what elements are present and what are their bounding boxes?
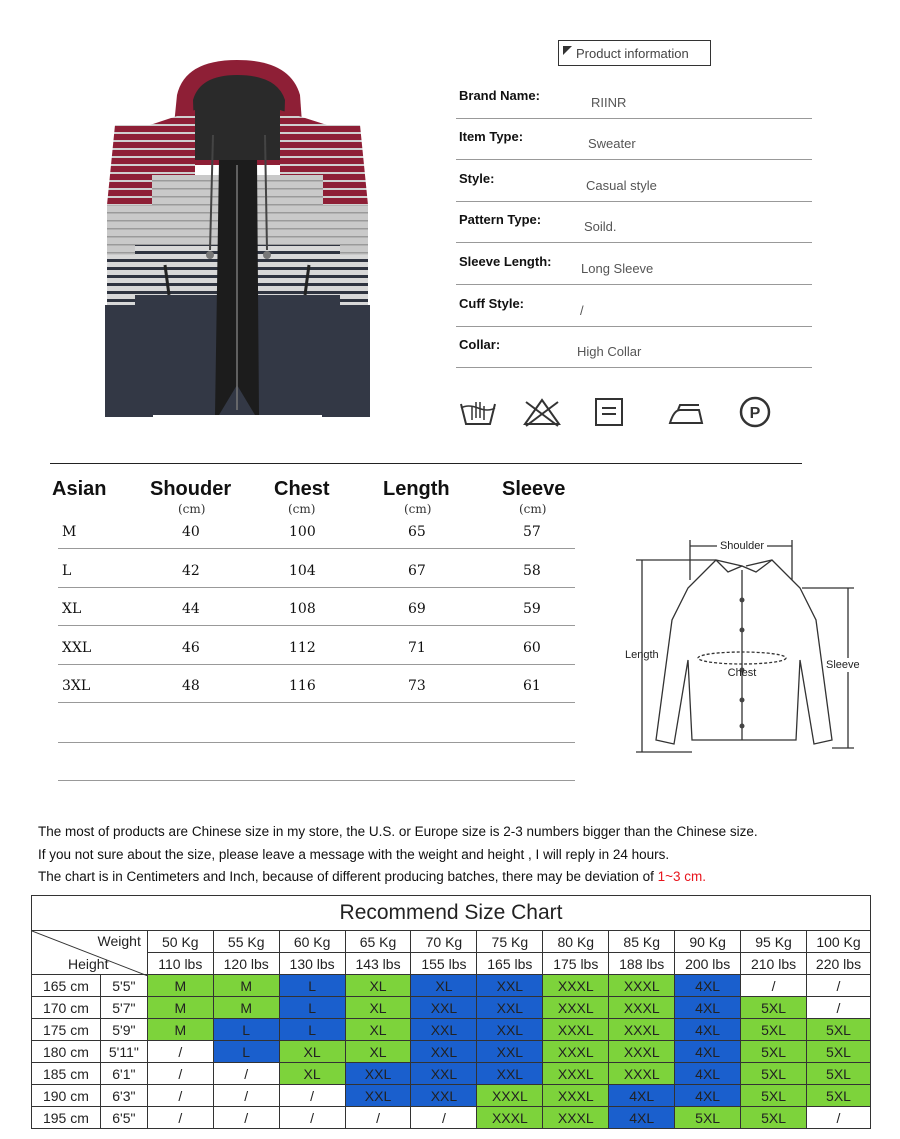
recommended-size-cell: XXL — [477, 975, 543, 997]
height-cm: 170 cm — [32, 997, 101, 1019]
recommended-size-cell: XL — [345, 975, 411, 997]
recommended-size-cell: 5XL — [741, 1063, 807, 1085]
weight-height-header — [32, 931, 148, 975]
recommended-size-cell: 4XL — [675, 1019, 741, 1041]
recommended-size-cell: M — [213, 997, 279, 1019]
measurement-value: 65 — [408, 524, 426, 540]
unit-label: (cm) — [178, 502, 206, 516]
dry-flat-icon — [590, 396, 630, 428]
height-cm: 195 cm — [32, 1107, 101, 1129]
corner-triangle-icon — [563, 46, 572, 55]
recommended-size-cell: XXXL — [609, 975, 675, 997]
height-cm: 180 cm — [32, 1041, 101, 1063]
recommended-size-cell: / — [147, 1041, 213, 1063]
recommended-size-cell: XL — [279, 1063, 345, 1085]
info-key: Sleeve Length: — [459, 254, 552, 269]
recommended-size-cell: XL — [345, 1041, 411, 1063]
measurement-value: 59 — [523, 601, 541, 617]
weight-kg-header: 60 Kg — [279, 931, 345, 953]
product-information-header — [558, 40, 711, 66]
recommended-size-cell: XXL — [477, 997, 543, 1019]
svg-text:P: P — [749, 405, 761, 422]
info-key: Style: — [459, 171, 495, 186]
weight-lbs-header: 165 lbs — [477, 953, 543, 975]
height-ft: 6'5" — [100, 1107, 147, 1129]
info-row-style — [456, 161, 812, 202]
height-ft: 5'7" — [100, 997, 147, 1019]
weight-lbs-header: 175 lbs — [543, 953, 609, 975]
measurement-value: 112 — [289, 639, 316, 656]
recommended-size-cell: 5XL — [741, 1085, 807, 1107]
measurement-value: 48 — [182, 678, 200, 694]
measurement-row — [58, 627, 575, 665]
measurement-value: 116 — [289, 678, 316, 694]
measurement-row — [58, 665, 575, 703]
recommended-size-cell: M — [147, 1019, 213, 1041]
recommended-size-cell: 4XL — [609, 1107, 675, 1129]
info-key: Collar: — [459, 337, 501, 352]
size-chart-title: Recommend Size Chart — [32, 896, 871, 931]
recommended-size-cell: XXXL — [609, 997, 675, 1019]
recommended-size-cell: / — [345, 1107, 411, 1129]
recommended-size-cell: XXL — [411, 1041, 477, 1063]
recommended-size-cell: 4XL — [675, 1085, 741, 1107]
size-chart-row — [32, 1041, 871, 1063]
height-cm: 185 cm — [32, 1063, 101, 1085]
recommended-size-cell: 4XL — [675, 997, 741, 1019]
info-row-pattern — [456, 202, 812, 243]
weight-kg-header: 90 Kg — [675, 931, 741, 953]
weight-lbs-header: 155 lbs — [411, 953, 477, 975]
recommended-size-cell: / — [741, 975, 807, 997]
diagram-chest-label: Chest — [727, 667, 757, 679]
header-length: Length — [383, 478, 450, 500]
recommended-size-cell: XXXL — [543, 1107, 609, 1129]
info-row-brand — [456, 78, 812, 119]
recommended-size-cell: / — [147, 1107, 213, 1129]
recommended-size-cell: L — [279, 997, 345, 1019]
info-row-cuff-style — [456, 286, 812, 327]
recommended-size-cell: XXL — [477, 1019, 543, 1041]
diagram-shoulder-label: Shoulder — [719, 540, 765, 552]
recommended-size-cell: XL — [345, 997, 411, 1019]
height-ft: 6'3" — [100, 1085, 147, 1107]
height-cm: 175 cm — [32, 1019, 101, 1041]
size-measurement-diagram — [622, 530, 870, 762]
unit-label: (cm) — [404, 502, 432, 516]
note-deviation: 1~3 cm. — [657, 869, 707, 884]
info-key: Cuff Style: — [459, 296, 524, 311]
recommended-size-cell: M — [147, 975, 213, 997]
recommended-size-cell: M — [147, 997, 213, 1019]
info-row-item-type — [456, 119, 812, 160]
header-sleeve: Sleeve — [502, 478, 566, 500]
recommended-size-cell: 5XL — [741, 1107, 807, 1129]
height-label: Height — [68, 956, 109, 972]
recommended-size-cell: / — [213, 1063, 279, 1085]
sweater-product-photo — [95, 55, 380, 425]
size-label: 3XL — [62, 678, 91, 694]
weight-lbs-header: 110 lbs — [147, 953, 213, 975]
height-ft: 5'5" — [100, 975, 147, 997]
weight-kg-header: 85 Kg — [609, 931, 675, 953]
recommended-size-cell: XXL — [411, 1019, 477, 1041]
recommended-size-cell: XXXL — [609, 1019, 675, 1041]
recommended-size-cell: 4XL — [675, 975, 741, 997]
recommended-size-cell: XXL — [411, 997, 477, 1019]
recommended-size-cell: 4XL — [675, 1041, 741, 1063]
measurement-row — [58, 511, 575, 549]
recommended-size-cell: / — [807, 997, 871, 1019]
size-label: XL — [62, 601, 82, 617]
recommended-size-cell: XXXL — [477, 1107, 543, 1129]
weight-lbs-header: 188 lbs — [609, 953, 675, 975]
recommended-size-cell: XXXL — [543, 1063, 609, 1085]
empty-table-row — [58, 743, 575, 781]
weight-kg-header: 70 Kg — [411, 931, 477, 953]
unit-label: (cm) — [288, 502, 316, 516]
measurement-value: 46 — [182, 639, 200, 656]
measurement-value: 40 — [182, 524, 200, 540]
recommended-size-cell: 5XL — [807, 1019, 871, 1041]
size-chart-row — [32, 1085, 871, 1107]
info-value: Soild. — [584, 219, 617, 234]
product-information-title: Product information — [576, 45, 689, 61]
measurement-value: 108 — [289, 601, 316, 617]
recommended-size-cell: M — [213, 975, 279, 997]
info-value: Casual style — [586, 178, 657, 193]
info-value: High Collar — [577, 344, 642, 359]
recommended-size-cell: 4XL — [675, 1063, 741, 1085]
height-ft: 6'1" — [100, 1063, 147, 1085]
recommended-size-cell: 5XL — [807, 1063, 871, 1085]
info-key: Pattern Type: — [459, 212, 542, 227]
recommended-size-cell: / — [279, 1107, 345, 1129]
note-line-1: The most of products are Chinese size in my store, the U.S. or Europe size is 2-3 numbers bigger than the Chinese size. — [38, 824, 758, 839]
recommended-size-cell: XXL — [477, 1063, 543, 1085]
recommended-size-cell: L — [213, 1019, 279, 1041]
weight-lbs-header: 120 lbs — [213, 953, 279, 975]
info-value: Sweater — [588, 136, 636, 151]
recommended-size-cell: XXXL — [543, 997, 609, 1019]
recommended-size-cell: / — [213, 1085, 279, 1107]
measurement-value: 69 — [408, 601, 426, 617]
header-asian: Asian — [52, 478, 107, 500]
recommended-size-cell: XXL — [345, 1063, 411, 1085]
weight-kg-header: 65 Kg — [345, 931, 411, 953]
recommended-size-cell: XXXL — [609, 1041, 675, 1063]
recommended-size-cell: 5XL — [741, 997, 807, 1019]
info-value: RIINR — [591, 95, 627, 110]
size-label: L — [62, 562, 72, 579]
weight-lbs-header: 200 lbs — [675, 953, 741, 975]
recommended-size-cell: / — [807, 975, 871, 997]
diagram-length-label: Length — [625, 649, 659, 661]
recommended-size-cell: 4XL — [609, 1085, 675, 1107]
weight-kg-header: 55 Kg — [213, 931, 279, 953]
recommended-size-cell: L — [279, 975, 345, 997]
recommend-size-chart — [31, 895, 871, 1129]
info-row-sleeve-length — [456, 244, 812, 285]
height-cm: 165 cm — [32, 975, 101, 997]
weight-kg-header: 95 Kg — [741, 931, 807, 953]
recommended-size-cell: XXXL — [543, 975, 609, 997]
size-chart-row — [32, 1019, 871, 1041]
measurement-value: 73 — [408, 678, 426, 694]
do-not-bleach-icon — [522, 396, 562, 428]
measurement-value: 42 — [182, 562, 200, 579]
info-key: Item Type: — [459, 129, 524, 144]
weight-label: Weight — [97, 933, 141, 949]
info-key: Brand Name: — [459, 88, 540, 103]
weight-lbs-header: 210 lbs — [741, 953, 807, 975]
note-line-3-text: The chart is in Centimeters and Inch, because of different producing batches, there may be deviation of — [38, 869, 654, 884]
weight-lbs-header: 143 lbs — [345, 953, 411, 975]
info-value: Long Sleeve — [581, 261, 654, 276]
measurement-row — [58, 550, 575, 588]
recommended-size-cell: / — [411, 1107, 477, 1129]
info-row-collar — [456, 327, 812, 368]
header-shoulder: Shouder — [150, 478, 232, 500]
recommended-size-cell: XL — [345, 1019, 411, 1041]
measurement-value: 71 — [408, 639, 426, 656]
empty-table-row — [58, 705, 575, 743]
recommended-size-cell: / — [213, 1107, 279, 1129]
recommended-size-cell: XXXL — [543, 1085, 609, 1107]
recommended-size-cell: 5XL — [807, 1041, 871, 1063]
recommended-size-cell: 5XL — [741, 1041, 807, 1063]
header-chest: Chest — [274, 478, 330, 500]
recommended-size-cell: XL — [411, 975, 477, 997]
weight-lbs-header: 220 lbs — [807, 953, 871, 975]
height-ft: 5'9" — [100, 1019, 147, 1041]
measurement-value: 44 — [182, 601, 200, 617]
recommended-size-cell: / — [147, 1063, 213, 1085]
measurement-value: 67 — [408, 562, 426, 579]
recommended-size-cell: XXL — [411, 1063, 477, 1085]
recommended-size-cell: XXXL — [477, 1085, 543, 1107]
weight-kg-header: 75 Kg — [477, 931, 543, 953]
measurement-value: 61 — [523, 678, 541, 694]
recommended-size-cell: 5XL — [675, 1107, 741, 1129]
note-line-3 — [38, 869, 706, 884]
size-chart-row — [32, 1063, 871, 1085]
weight-kg-header: 50 Kg — [147, 931, 213, 953]
diagram-sleeve-label: Sleeve — [826, 659, 860, 671]
recommended-size-cell: / — [147, 1085, 213, 1107]
dry-clean-p-icon — [735, 396, 775, 428]
weight-kg-header: 100 Kg — [807, 931, 871, 953]
info-value: / — [580, 303, 584, 318]
size-chart-row — [32, 975, 871, 997]
measurement-value: 57 — [523, 524, 541, 540]
unit-label: (cm) — [519, 502, 547, 516]
hand-wash-icon — [458, 396, 498, 428]
recommended-size-cell: XXXL — [543, 1019, 609, 1041]
measurement-value: 104 — [289, 562, 316, 579]
recommended-size-cell: XXL — [477, 1041, 543, 1063]
size-chart-row — [32, 1107, 871, 1129]
iron-icon — [666, 396, 706, 428]
weight-lbs-header: 130 lbs — [279, 953, 345, 975]
measurement-value: 60 — [523, 639, 541, 656]
recommended-size-cell: XXXL — [609, 1063, 675, 1085]
recommended-size-cell: 5XL — [741, 1019, 807, 1041]
recommended-size-cell: L — [279, 1019, 345, 1041]
weight-kg-header: 80 Kg — [543, 931, 609, 953]
measurement-value: 58 — [523, 562, 541, 579]
recommended-size-cell: XXXL — [543, 1041, 609, 1063]
size-label: XXL — [62, 639, 92, 656]
recommended-size-cell: XXL — [345, 1085, 411, 1107]
recommended-size-cell: XXL — [411, 1085, 477, 1107]
height-cm: 190 cm — [32, 1085, 101, 1107]
size-label: M — [62, 524, 77, 540]
note-line-2: If you not sure about the size, please leave a message with the weight and height , I will reply in 24 hours. — [38, 847, 670, 862]
measurement-value: 100 — [289, 524, 316, 540]
size-chart-row — [32, 997, 871, 1019]
recommended-size-cell: 5XL — [807, 1085, 871, 1107]
recommended-size-cell: XL — [279, 1041, 345, 1063]
height-ft: 5'11" — [100, 1041, 147, 1063]
recommended-size-cell: L — [213, 1041, 279, 1063]
recommended-size-cell: / — [279, 1085, 345, 1107]
measurement-row — [58, 588, 575, 626]
section-divider — [50, 463, 802, 464]
recommended-size-cell: / — [807, 1107, 871, 1129]
